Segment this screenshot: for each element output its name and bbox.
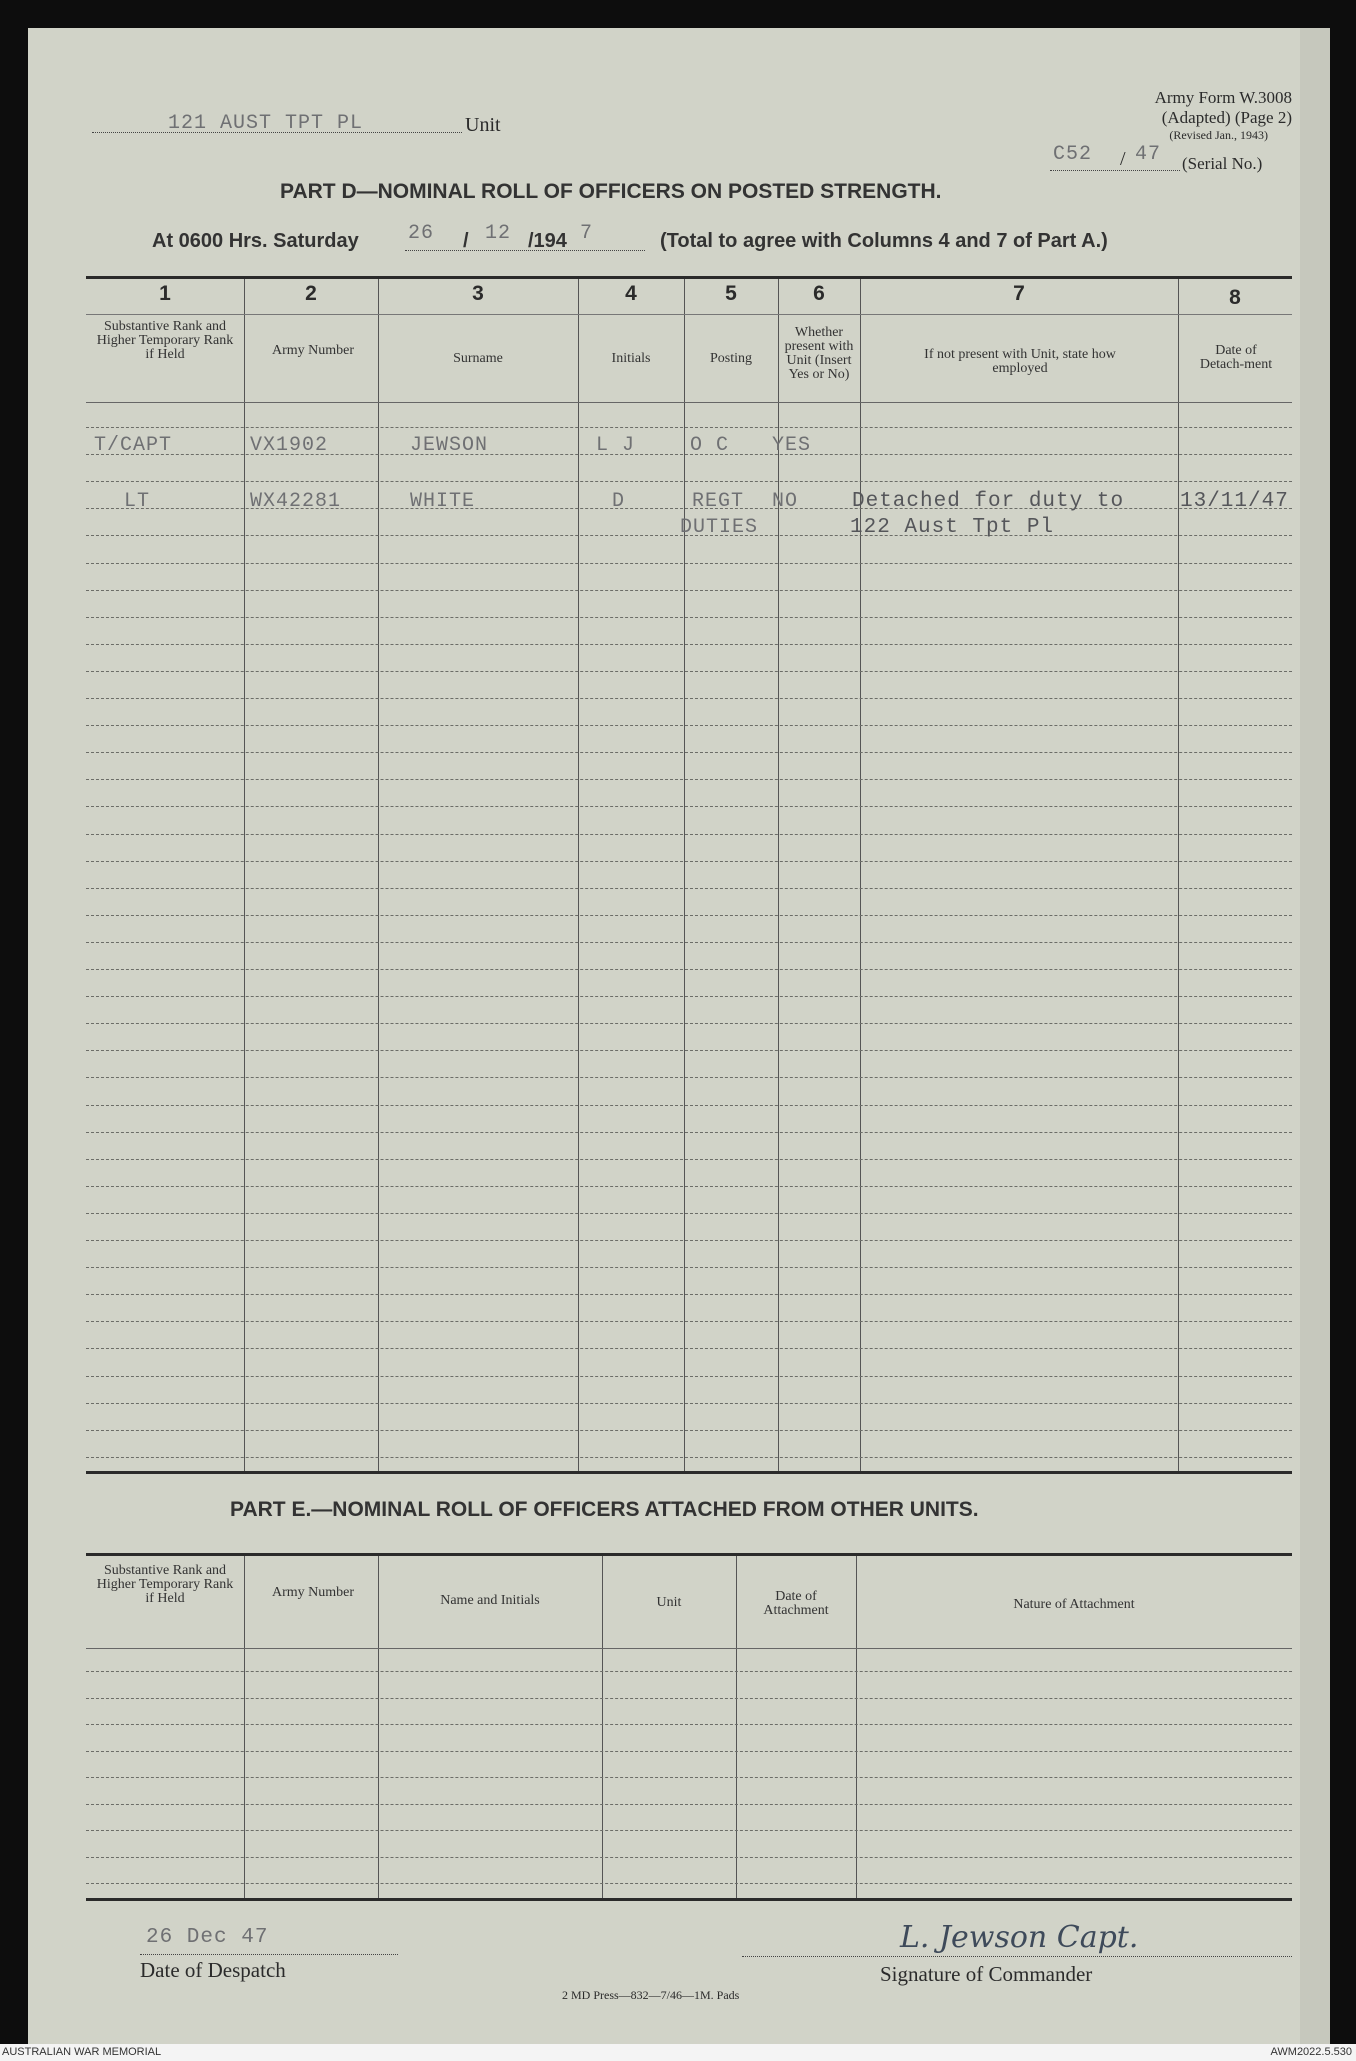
ruled-line [86, 1724, 1292, 1725]
row2-present: NO [772, 490, 799, 513]
date-dotted-line [405, 250, 645, 251]
col-number-3: 3 [472, 282, 484, 305]
ruled-line [86, 590, 1292, 591]
ruled-line [86, 942, 1292, 943]
ruled-line [86, 752, 1292, 753]
year-prefix: /194 [528, 230, 567, 252]
row1-posting: O C [690, 434, 730, 457]
ruled-line [86, 1777, 1292, 1778]
ruled-line [86, 1671, 1292, 1672]
ruled-line [86, 1294, 1292, 1295]
ruled-line [86, 1186, 1292, 1187]
despatch-dotted-line [140, 1954, 398, 1955]
archive-credit: AUSTRALIAN WAR MEMORIAL [2, 2046, 162, 2058]
ruled-line [86, 1023, 1292, 1024]
ruled-line [86, 1376, 1292, 1377]
serial-label: (Serial No.) [1182, 154, 1263, 173]
despatch-label: Date of Despatch [140, 1958, 286, 1982]
ruled-line [86, 969, 1292, 970]
report-day: 26 [408, 222, 435, 245]
ruled-line [86, 1321, 1292, 1322]
row2-number: WX42281 [250, 490, 342, 513]
row2-posting-cont: DUTIES [680, 516, 759, 539]
row1-initials: L J [596, 434, 636, 457]
ruled-line [86, 1403, 1292, 1404]
archive-id: AWM2022.5.530 [1270, 2046, 1352, 2058]
year-suffix: 7 [580, 222, 594, 245]
part-d-bottom-rule [86, 1471, 1292, 1474]
form-adapted: (Adapted) (Page 2) [1161, 108, 1292, 127]
part-e-title: PART E.—NOMINAL ROLL OF OFFICERS ATTACHED FROM OTHER UNITS. [230, 1498, 979, 1521]
ruled-line [86, 1830, 1292, 1831]
col-number-8: 8 [1229, 286, 1241, 309]
part-e-bottom-rule [86, 1898, 1292, 1901]
ruled-line [86, 563, 1292, 564]
ruled-line [86, 1751, 1292, 1752]
at-label: At 0600 Hrs. Saturday [152, 230, 359, 252]
header-employed: If not present with Unit, state how employed [924, 347, 1116, 376]
row1-present: YES [772, 434, 812, 457]
col-number-4: 4 [625, 282, 637, 305]
signature-dotted-line [742, 1956, 1292, 1957]
unit-value: 121 AUST TPT PL [168, 112, 364, 135]
ruled-line [86, 1240, 1292, 1241]
printer-imprint: 2 MD Press—832—7/46—1M. Pads [562, 1988, 740, 2002]
col-number-7: 7 [1013, 282, 1025, 305]
e-header-nature: Nature of Attachment [1013, 1597, 1135, 1612]
header-rank: Substantive Rank and Higher Temporary Rank if Held [96, 319, 234, 362]
row2-rank: LT [124, 490, 151, 513]
ruled-line [86, 1348, 1292, 1349]
archive-strip [0, 2044, 1356, 2061]
e-header-unit: Unit [656, 1595, 682, 1610]
row2-employed-cont: 122 Aust Tpt Pl [850, 516, 1055, 539]
signature-label: Signature of Commander [880, 1962, 1093, 1986]
date-slash: / [463, 230, 469, 252]
ruled-line [86, 1857, 1292, 1858]
serial-value: C52 [1053, 143, 1093, 166]
header-initials: Initials [611, 351, 651, 366]
row1-surname: JEWSON [410, 434, 489, 457]
ruled-line [86, 1213, 1292, 1214]
row1-rank: T/CAPT [94, 434, 173, 457]
part-d-title: PART D—NOMINAL ROLL OF OFFICERS ON POSTED STRENGTH. [280, 180, 942, 203]
ruled-line [86, 834, 1292, 835]
part-e-ruled-area [86, 1649, 1292, 1898]
ruled-line [86, 481, 1292, 482]
ruled-line [86, 806, 1292, 807]
ruled-line [86, 1804, 1292, 1805]
row2-surname: WHITE [410, 490, 476, 513]
e-header-army-number: Army Number [271, 1585, 355, 1600]
ruled-line [86, 617, 1292, 618]
part-d-ruled-area [86, 403, 1292, 1471]
e-header-attach-date: Date of Attachment [763, 1589, 829, 1618]
unit-label: Unit [465, 114, 501, 136]
ruled-line [86, 1457, 1292, 1458]
colnum-rule [86, 314, 1292, 315]
ruled-line [86, 779, 1292, 780]
ruled-line [86, 427, 1292, 428]
header-posting: Posting [709, 351, 752, 366]
part-d-top-rule [86, 276, 1292, 279]
commander-signature: L. Jewson Capt. [900, 1920, 1139, 1955]
ruled-line [86, 915, 1292, 916]
col-number-2: 2 [305, 282, 317, 305]
form-id: Army Form W.3008 [1154, 88, 1292, 107]
header-surname: Surname [453, 351, 503, 366]
row2-employed: Detached for duty to [852, 490, 1125, 513]
total-note: (Total to agree with Columns 4 and 7 of Part A.) [660, 230, 1108, 252]
row2-initials: D [612, 490, 626, 513]
form-revised: (Revised Jan., 1943) [1169, 128, 1268, 142]
ruled-line [86, 1159, 1292, 1160]
e-header-name: Name and Initials [440, 1593, 540, 1608]
serial-slash: / [1120, 148, 1126, 170]
ruled-line [86, 1267, 1292, 1268]
report-month: 12 [485, 222, 512, 245]
row2-posting: REGT [692, 490, 745, 513]
part-e-top-rule [86, 1553, 1292, 1556]
ruled-line [86, 1105, 1292, 1106]
ruled-line [86, 888, 1292, 889]
despatch-value: 26 Dec 47 [146, 1926, 269, 1949]
ruled-line [86, 996, 1292, 997]
ruled-line [86, 1050, 1292, 1051]
col-number-5: 5 [725, 282, 737, 305]
ruled-line [86, 861, 1292, 862]
ruled-line [86, 671, 1292, 672]
serial-dotted-line [1050, 170, 1180, 171]
paper-edge [1300, 28, 1330, 2044]
header-present: Whether present with Unit (Insert Yes or No) [784, 325, 854, 382]
ruled-line [86, 1698, 1292, 1699]
row2-detach-date: 13/11/47 [1180, 490, 1289, 513]
col-number-6: 6 [813, 282, 825, 305]
ruled-line [86, 644, 1292, 645]
serial-year: 47 [1135, 143, 1162, 166]
row1-number: VX1902 [250, 434, 329, 457]
ruled-line [86, 1077, 1292, 1078]
col-number-1: 1 [159, 282, 171, 305]
ruled-line [86, 725, 1292, 726]
header-army-number: Army Number [271, 343, 355, 358]
ruled-line [86, 1132, 1292, 1133]
unit-dotted-line [92, 132, 462, 133]
ruled-line [86, 1430, 1292, 1431]
e-header-rank: Substantive Rank and Higher Temporary Rank if Held [96, 1563, 234, 1606]
ruled-line [86, 698, 1292, 699]
ruled-line [86, 1883, 1292, 1884]
header-detachment: Date of Detach-ment [1199, 343, 1273, 372]
